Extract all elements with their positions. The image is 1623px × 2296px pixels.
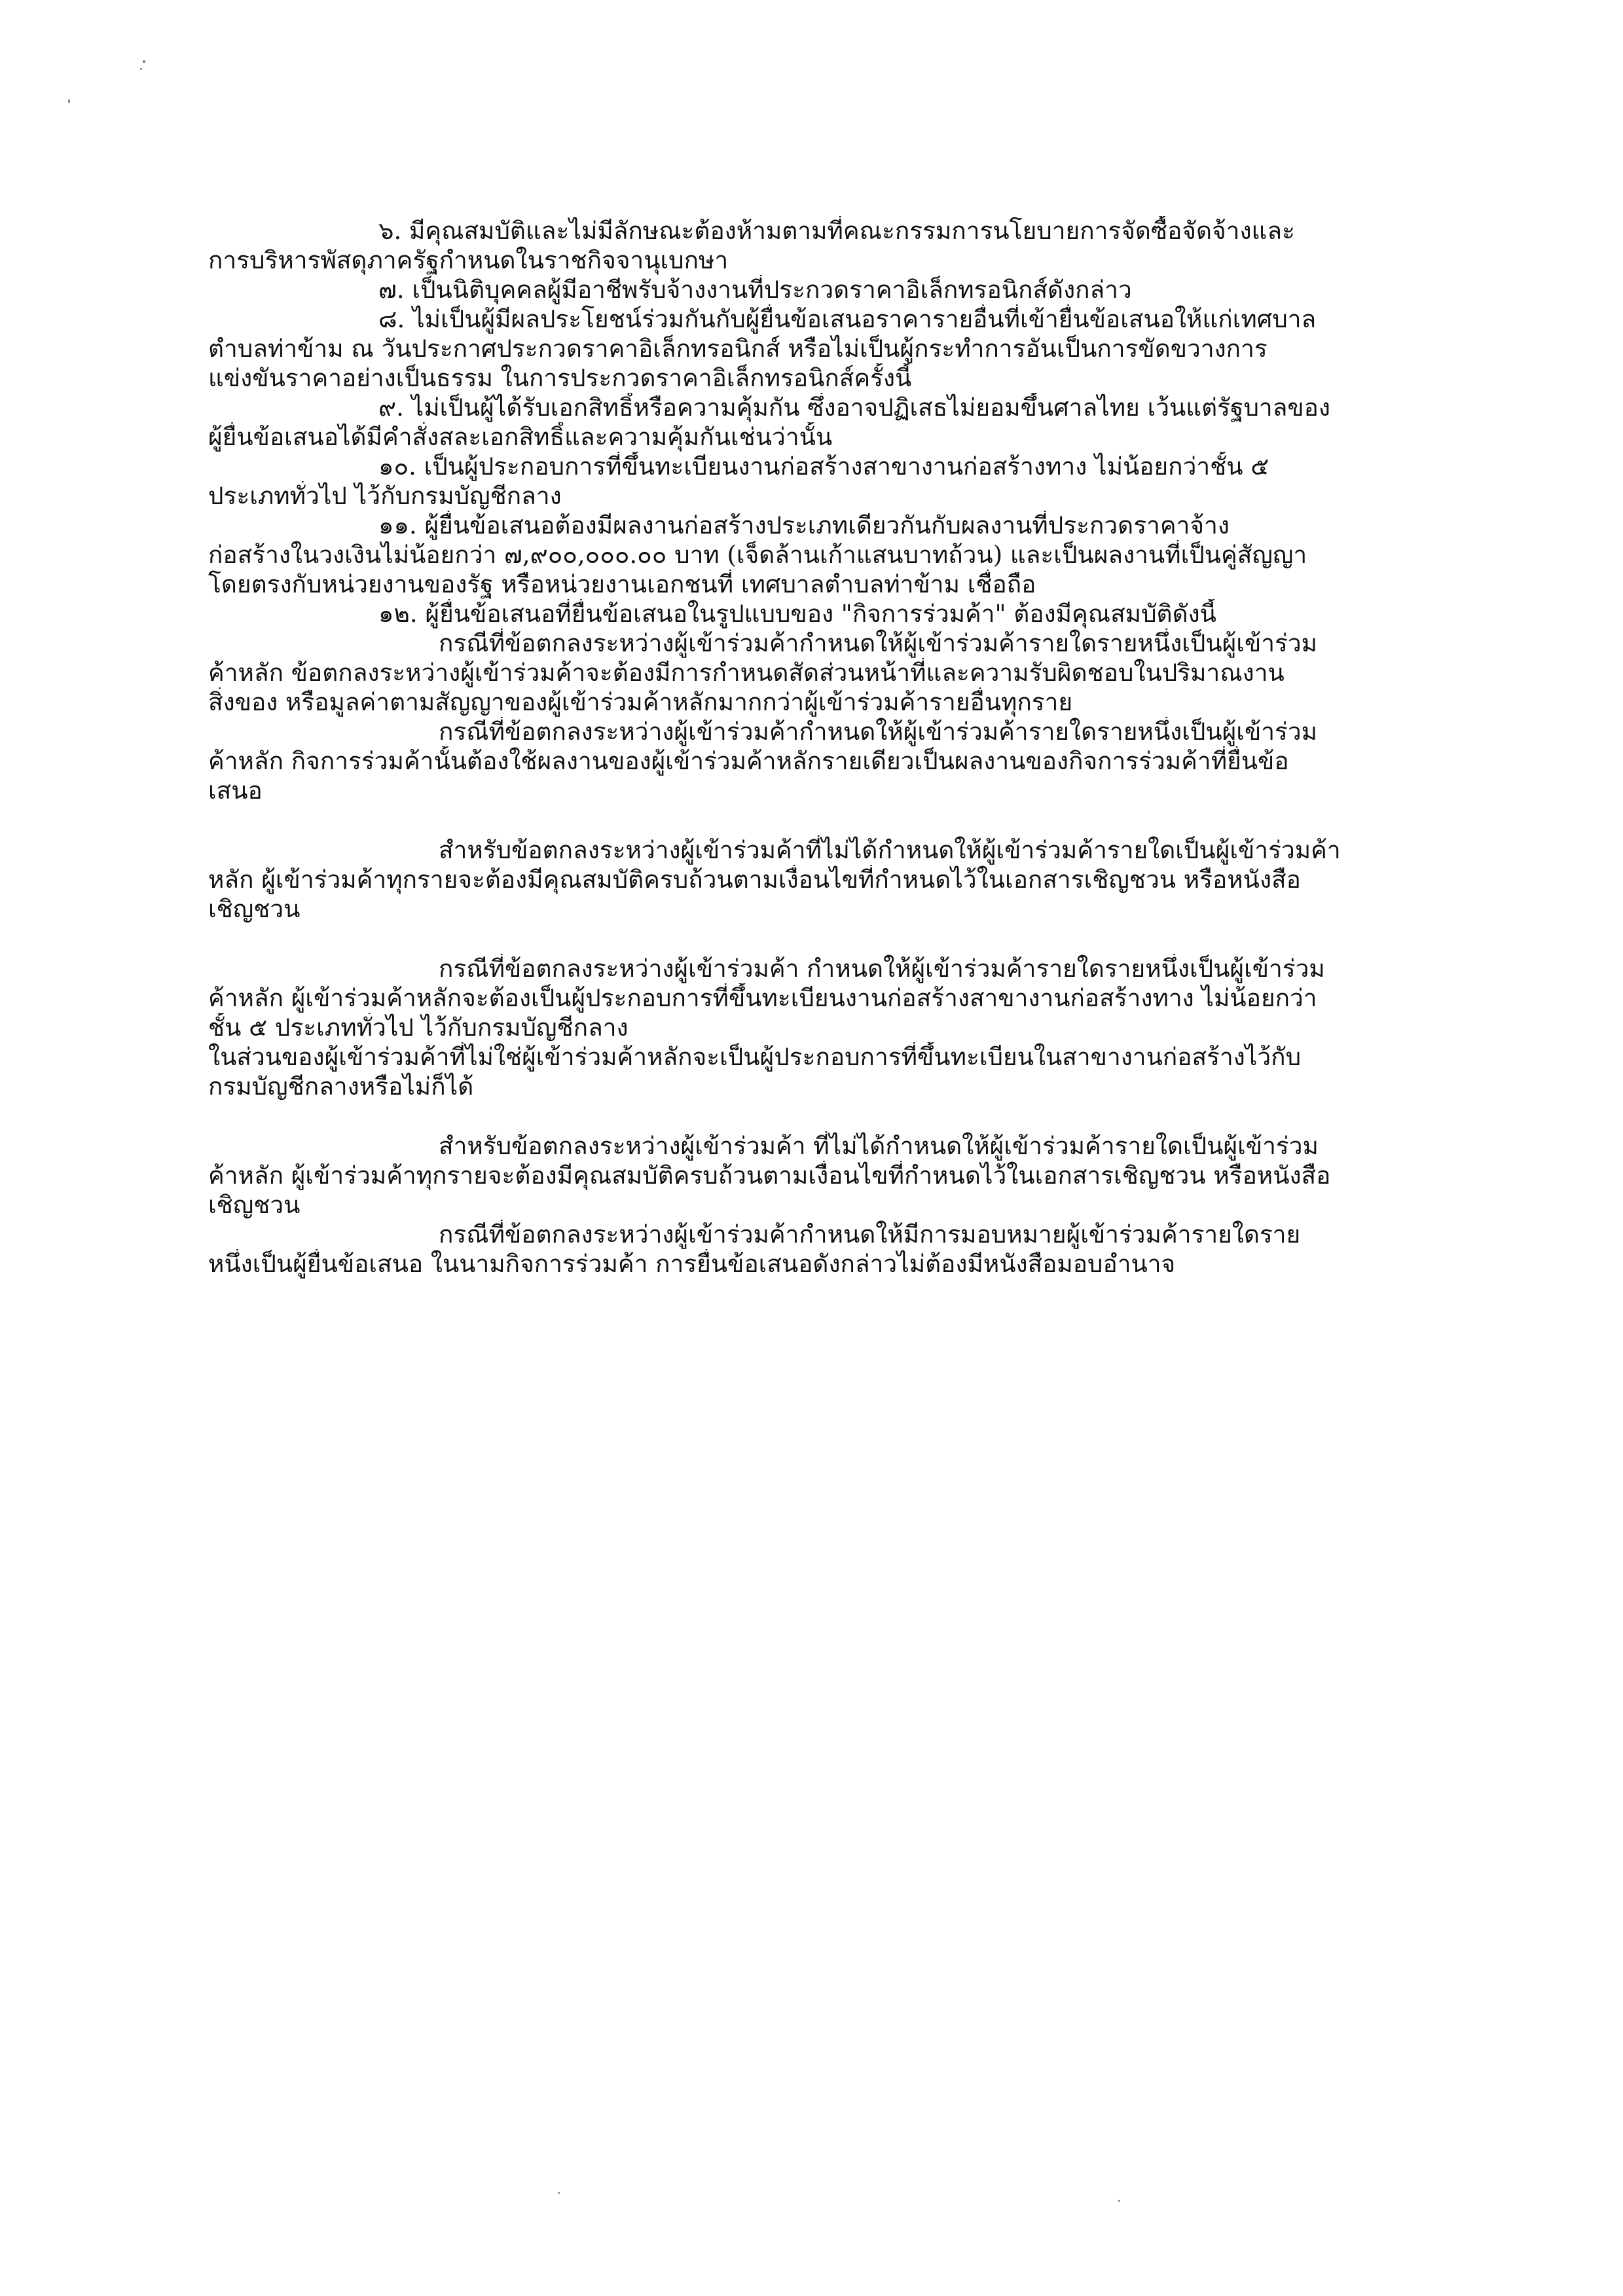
case-3-line-3: เชิญชวน [208, 895, 301, 923]
case-2-line-3: เสนอ [208, 776, 263, 805]
case-1-line-3: สิ่งของ หรือมูลค่าตามสัญญาของผู้เข้าร่วมค้าหลักมากกว่าผู้เข้าร่วมค้ารายอื่นทุกราย [208, 688, 1073, 716]
document-body [208, 216, 1360, 1279]
case-6-line-2: หนึ่งเป็นผู้ยื่นข้อเสนอ ในนามกิจการร่วมค้า การยื่นข้อเสนอดังกล่าวไม่ต้องมีหนังสือมอบอำนาจ [208, 1250, 1176, 1278]
clause-6-line-2: การบริหารพัสดุภาครัฐกำหนดในราชกิจจานุเบกษา [208, 246, 729, 274]
scan-speck [140, 68, 142, 70]
clause-10-line-1: ๑๐. เป็นผู้ประกอบการที่ขึ้นทะเบียนงานก่อสร้างสาขางานก่อสร้างทาง ไม่น้อยกว่าชั้น ๕ [378, 452, 1269, 481]
case-5-line-3: เชิญชวน [208, 1191, 301, 1219]
clause-7-line-1: ๗. เป็นนิติบุคคลผู้มีอาชีพรับจ้างงานที่ประกวดราคาอิเล็กทรอนิกส์ดังกล่าว [378, 276, 1132, 304]
case-6-line-1: กรณีที่ข้อตกลงระหว่างผู้เข้าร่วมค้ากำหนดให้มีการมอบหมายผู้เข้าร่วมค้ารายใดราย [439, 1220, 1301, 1248]
case-5-line-1: สำหรับข้อตกลงระหว่างผู้เข้าร่วมค้า ที่ไม่ได้กำหนดให้ผู้เข้าร่วมค้ารายใดเป็นผู้เข้าร่วม [439, 1132, 1319, 1160]
case-5-line-2: ค้าหลัก ผู้เข้าร่วมค้าทุกรายจะต้องมีคุณสมบัติครบถ้วนตามเงื่อนไขที่กำหนดไว้ในเอกสารเชิญชวน หรือหนังสือ [208, 1161, 1331, 1190]
case-3-line-2: หลัก ผู้เข้าร่วมค้าทุกรายจะต้องมีคุณสมบัติครบถ้วนตามเงื่อนไขที่กำหนดไว้ในเอกสารเชิญชวน หรือหนังสือ [208, 866, 1301, 894]
case-4-line-5: กรมบัญชีกลางหรือไม่ก็ได้ [208, 1072, 474, 1101]
clause-11-line-1: ๑๑. ผู้ยื่นข้อเสนอต้องมีผลงานก่อสร้างประเภทเดียวกันกับผลงานที่ประกวดราคาจ้าง [378, 511, 1230, 539]
clause-11-line-2: ก่อสร้างในวงเงินไม่น้อยกว่า ๗,๙๐๐,๐๐๐.๐๐ บาท (เจ็ดล้านเก้าแสนบาทถ้วน) และเป็นผลงานที่เป็นคู่สัญญา [208, 541, 1307, 569]
paragraph-gap [208, 805, 1360, 835]
clause-11-line-3: โดยตรงกับหน่วยงานของรัฐ หรือหน่วยงานเอกชนที่ เทศบาลตำบลท่าข้าม เชื่อถือ [208, 570, 1036, 598]
scan-speck [68, 100, 70, 103]
clause-9-line-1: ๙. ไม่เป็นผู้ได้รับเอกสิทธิ์หรือความคุ้มกัน ซึ่งอาจปฏิเสธไม่ยอมขึ้นศาลไทย เว้นแต่รัฐบาลของ [378, 393, 1330, 422]
clause-8-line-1: ๘. ไม่เป็นผู้มีผลประโยชน์ร่วมกันกับผู้ยื่นข้อเสนอราคารายอื่นที่เข้ายื่นข้อเสนอให้แก่เทศบาล [378, 305, 1317, 333]
case-4-line-3: ชั้น ๕ ประเภททั่วไป ไว้กับกรมบัญชีกลาง [208, 1013, 629, 1042]
case-2-line-2: ค้าหลัก กิจการร่วมค้านั้นต้องใช้ผลงานของผู้เข้าร่วมค้าหลักรายเดียวเป็นผลงานของกิจการร่วมค้าที่ยื่นข้อ [208, 747, 1289, 775]
clause-12-line-1: ๑๒. ผู้ยื่นข้อเสนอที่ยื่นข้อเสนอในรูปแบบของ "กิจการร่วมค้า" ต้องมีคุณสมบัติดังนี้ [378, 600, 1216, 628]
case-4-line-1: กรณีที่ข้อตกลงระหว่างผู้เข้าร่วมค้า กำหนดให้ผู้เข้าร่วมค้ารายใดรายหนึ่งเป็นผู้เข้าร่วม [439, 955, 1325, 983]
scan-speck [558, 2192, 560, 2194]
case-4-line-2: ค้าหลัก ผู้เข้าร่วมค้าหลักจะต้องเป็นผู้ประกอบการที่ขึ้นทะเบียนงานก่อสร้างสาขางานก่อสร้างทาง ไม่น้อยกว่า [208, 984, 1317, 1012]
case-1-line-2: ค้าหลัก ข้อตกลงระหว่างผู้เข้าร่วมค้าจะต้องมีการกำหนดสัดส่วนหน้าที่และความรับผิดชอบในปริมาณงาน [208, 659, 1285, 687]
case-2-line-1: กรณีที่ข้อตกลงระหว่างผู้เข้าร่วมค้ากำหนดให้ผู้เข้าร่วมค้ารายใดรายหนึ่งเป็นผู้เข้าร่วม [439, 718, 1318, 746]
clause-9-line-2: ผู้ยื่นข้อเสนอได้มีคำสั่งสละเอกสิทธิ์และความคุ้มกันเช่นว่านั้น [208, 423, 833, 451]
scan-speck [143, 60, 145, 63]
scan-speck [1118, 2200, 1120, 2202]
clause-8-line-2: ตำบลท่าข้าม ณ วันประกาศประกวดราคาอิเล็กทรอนิกส์ หรือไม่เป็นผู้กระทำการอันเป็นการขัดขวางการ [208, 335, 1267, 363]
clause-10-line-2: ประเภททั่วไป ไว้กับกรมบัญชีกลาง [208, 482, 562, 510]
paragraph-gap [208, 924, 1360, 954]
clause-6-line-1: ๖. มีคุณสมบัติและไม่มีลักษณะต้องห้ามตามที่คณะกรรมการนโยบายการจัดซื้อจัดจ้างและ [378, 217, 1295, 245]
case-3-line-1: สำหรับข้อตกลงระหว่างผู้เข้าร่วมค้าที่ไม่ได้กำหนดให้ผู้เข้าร่วมค้ารายใดเป็นผู้เข้าร่วมค้า [439, 836, 1341, 864]
case-1-line-1: กรณีที่ข้อตกลงระหว่างผู้เข้าร่วมค้ากำหนดให้ผู้เข้าร่วมค้ารายใดรายหนึ่งเป็นผู้เข้าร่วม [439, 629, 1318, 657]
clause-8-line-3: แข่งขันราคาอย่างเป็นธรรม ในการประกวดราคาอิเล็กทรอนิกส์ครั้งนี้ [208, 364, 912, 392]
paragraph-gap [208, 1101, 1360, 1131]
case-4-line-4: ในส่วนของผู้เข้าร่วมค้าที่ไม่ใช่ผู้เข้าร่วมค้าหลักจะเป็นผู้ประกอบการที่ขึ้นทะเบียนในสาขางานก่อสร้างไว้กับ [208, 1043, 1302, 1071]
